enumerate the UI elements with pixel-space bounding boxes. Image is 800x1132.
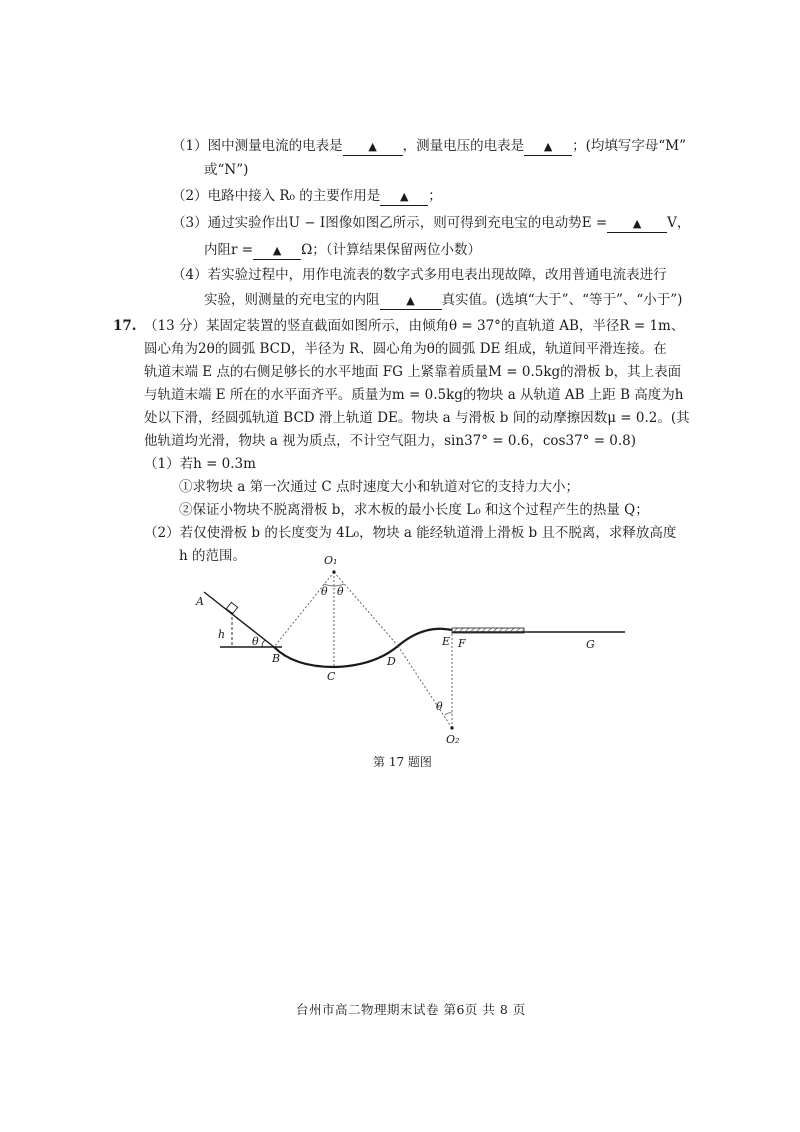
q17-stem-line: 他轨道均光滑，物块 a 视为质点，不计空气阻力，sin37° = 0.6，cos37° = 0.8) xyxy=(144,433,637,449)
q17-stem-line: （13 分）某固定装置的竖直截面如图所示，由倾角θ = 37°的直轨道 AB，半径R = 1m、 xyxy=(144,318,685,334)
label-theta-b: θ xyxy=(252,635,259,648)
incline-ab xyxy=(204,592,274,647)
arc-bcd-de xyxy=(274,629,452,667)
answer-blank[interactable]: ▲ xyxy=(343,139,403,156)
slab-b xyxy=(452,628,524,633)
answer-blank[interactable]: ▲ xyxy=(607,216,667,233)
q16-part3-line1: （3）通过实验作出U − I图像如图乙所示，则可得到充电宝的电动势E = ▲ V， xyxy=(172,215,691,231)
answer-blank[interactable]: ▲ xyxy=(380,189,428,206)
q16-part4-line2: 实验，则测量的充电宝的内阻 ▲ 真实值。(选填“大于”、“等于”、“小于”) xyxy=(204,292,683,308)
label-theta-o2: θ xyxy=(436,700,443,713)
label-o2: O₂ xyxy=(446,733,460,746)
label-c: C xyxy=(327,670,336,683)
q17-sub1: （1）若h = 0.3m xyxy=(144,456,256,472)
q17-sub1-ii: ②保证小物块不脱离滑板 b，求木板的最小长度 L₀ 和这个过程产生的热量 Q； xyxy=(179,502,649,518)
block-a xyxy=(226,602,237,613)
label-theta-o1-right: θ xyxy=(337,585,344,598)
label-o1: O₁ xyxy=(324,554,338,567)
q17-stem-line: 轨道末端 E 点的右侧足够长的水平地面 FG 上紧靠着质量M = 0.5kg的滑板 b，其上表面 xyxy=(144,364,682,380)
q17-stem-line: 处以下滑，经圆弧轨道 BCD 滑上轨道 DE。物块 a 与滑板 b 间的动摩擦因数μ = 0.2。(其 xyxy=(144,410,690,426)
label-b: B xyxy=(272,652,281,665)
track-diagram xyxy=(190,550,640,750)
label-g: G xyxy=(586,638,595,651)
label-a: A xyxy=(196,595,204,608)
q16-part4-line1: （4）若实验过程中，用作电流表的数字式多用电表出现故障，改用普通电流表进行 xyxy=(172,267,667,283)
label-h: h xyxy=(218,628,226,641)
point-o2 xyxy=(450,726,453,729)
q16-part1-line2: 或“N”) xyxy=(204,162,249,178)
label-theta-o1-left: θ xyxy=(321,585,328,598)
radius-o2-d xyxy=(398,646,452,728)
q17-sub2-line1: （2）若仅使滑板 b 的长度变为 4L₀，物块 a 能经轨道滑上滑板 b 且不脱离，求释放高度 xyxy=(144,525,677,541)
page-footer: 台州市高二物理期末试卷 第6页 共 8 页 xyxy=(296,1002,526,1017)
figure-caption: 第 17 题图 xyxy=(373,755,432,769)
q16-part1-line1: （1）图中测量电流的电表是 ▲ ，测量电压的电表是 ▲ ；(均填写字母“M” xyxy=(172,138,686,154)
radius-o1-b xyxy=(274,572,334,647)
q16-part2: （2）电路中接入 R₀ 的主要作用是 ▲ ； xyxy=(172,188,442,204)
q17-stem-line: 与轨道末端 E 所在的水平面齐平。质量为m = 0.5kg的物块 a 从轨道 AB 上距 B 高度为h xyxy=(144,387,684,403)
q16-part3-line2: 内阻r = ▲ Ω；（计算结果保留两位小数） xyxy=(204,242,482,258)
point-o1 xyxy=(332,570,335,573)
answer-blank[interactable]: ▲ xyxy=(380,293,442,310)
radius-o1-d xyxy=(334,572,398,646)
q17-sub1-i: ①求物块 a 第一次通过 C 点时速度大小和轨道对它的支持力大小； xyxy=(179,479,580,495)
label-d: D xyxy=(387,655,396,668)
answer-blank[interactable]: ▲ xyxy=(524,139,572,156)
label-e: E xyxy=(442,635,451,648)
q17-stem-line: 圆心角为2θ的圆弧 BCD，半径为 R、圆心角为θ的圆弧 DE 组成，轨道间平滑连接。在 xyxy=(144,341,667,357)
answer-blank[interactable]: ▲ xyxy=(253,243,301,260)
q17-sub2-line2: h 的范围。 xyxy=(179,548,246,564)
question-number: 17. xyxy=(113,318,137,334)
angle-arc-o2 xyxy=(445,713,452,715)
label-f: F xyxy=(458,637,466,650)
